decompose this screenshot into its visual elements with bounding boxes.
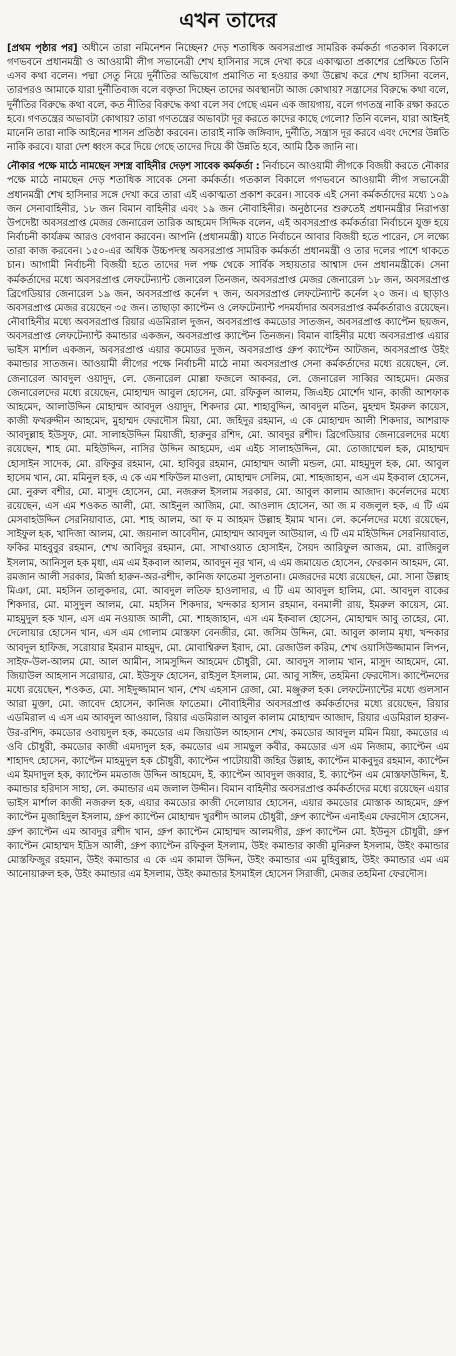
continuation-lead: [প্রথম পৃষ্ঠার পর] (7, 43, 78, 54)
paragraph-1 (7, 42, 449, 155)
article-body (0, 38, 456, 882)
paragraph-2-text: নির্বাচনে আওয়ামী লীগকে বিজয়ী করতে নৌকার পক্ষে মাঠে নামছেন দেড় শতাধিক সাবেক সেনা কর্মকর্তা। গতকাল বিকালে গণভবনে আওয়ামী লীগ সভানেত্রী প্রধানমন্ত্রী শেখ হাসিনার সঙ্গে দেখা করে তারা এই একাত্মতা প্রকাশ করেন। সাবেক এই সেনা কর্মকর্তাদের মধ্যে ১০৯ জন সেনাবাহিনীর, ১৮ জন বিমান বাহিনীর এবং ১৯ জন নৌবাহিনীর। অনুষ্ঠানের শুরুতেই প্রধানমন্ত্রীর নিরাপত্তা উপদেষ্টা অবসরপ্রাপ্ত মেজর জেনারেল তারিক আহমেদ সিদ্দিক বলেন, এই অবসরপ্রাপ্ত কর্মকর্তারা নির্বাচনে যুক্ত হয়ে নির্বাচনী কার্যক্রম আরও বেগবান করবেন। আপনি (প্রধানমন্ত্রী) যাতে নির্বাচনে আবার বিজয়ী হতে পারেন, সে লক্ষ্যে তারা কাজ করবেন। ১৫০-এর অধিক উচ্চপদস্থ অবসরপ্রাপ্ত সামরিক কর্মকর্তা প্রধানমন্ত্রী ও তার দলের পাশে থাকতে চান। আগামী নির্বাচনী বিজয়ী হতে তাদের দল পক্ষ থেকে সার্বিক সহায়তার আশ্বাস দেন প্রধানমন্ত্রীকে। সেনা কর্মকর্তাদের মধ্যে অবসরপ্রাপ্ত লেফটেন্যান্ট জেনারেল তিনজন, অবসরপ্রাপ্ত মেজর জেনারেল ১৮ জন, অবসরপ্রাপ্ত ব্রিগেডিয়ার জেনারেল ১৯ জন, অবসরপ্রাপ্ত কর্নেল ৭ জন, অবসরপ্রাপ্ত লেফটেন্যান্ট কর্নেল ২০ জন। এ ছাড়াও অবসরপ্রাপ্ত মেজর রয়েছেন ৩৫ জন। তাছাড়া ক্যাপ্টেন ও লেফটেন্যান্ট পদমর্যাদার অবসরপ্রাপ্ত কর্মকর্তারাও রয়েছেন। নৌবাহিনীর মধ্যে অবসরপ্রাপ্ত রিয়ার এডমিরাল দুজন, অবসরপ্রাপ্ত কমডোর সাতজন, অবসরপ্রাপ্ত ক্যাপ্টেন ছয়জন, অবসরপ্রাপ্ত লেফটেন্যান্ট কমান্ডার একজন, অবসরপ্রাপ্ত ক্যাপ্টেন তিনজন। বিমান বাহিনীর মধ্যে অবসরপ্রাপ্ত এয়ার ভাইস মার্শাল একজন, অবসরপ্রাপ্ত এয়ার কমোডর দুজন, অবসরপ্রাপ্ত গ্রুপ ক্যাপ্টেন আটজন, অবসরপ্রাপ্ত উইং কমান্ডার সাতজন। আওয়ামী লীগের পক্ষে নির্বাচনী মাঠে নামা অবসরপ্রাপ্ত সেনা কর্মকর্তাদের মধ্যে রয়েছেন, লে. জেনারেল আবদুল ওয়াদুদ, লে. জেনারেল মোল্লা ফজলে আকবর, লে. জেনারেল সাব্বির আহমেদ। মেজর জেনারেলদের মধ্যে রয়েছেন, মোহাম্মদ আবুল হোসেন, মো. রফিকুল আলম, জিএইচ মোর্শেদ খান, কাজী আশফাক আহমেদ, আলাউদ্দিন মোহাম্মদ আবদুল ওয়াদুদ, শিকদার মো. শাহাবুদ্দিন, আবদুল মতিন, মুহম্মদ ইমরুল কায়েস, কাজী ফখরুদ্দীন আহমেদ, মুহাম্মদ ফেরদৌস মিয়া, মো. জহিদুর রহমান, এ কে মোহাম্মদ আলী শিকদার, আশরাফ আবদুল্লাহ ইউসুফ, মো. সালাহউদ্দিন মিয়াজী, হারুনুর রশিদ, মো. আবদুর রশীদ। ব্রিগেডিয়ার জেনারেলদের মধ্যে রয়েছেন, শাহ মো. মহিউদ্দিন, নাসির উদ্দিন আহমেদ, এম এইচ সালাহউদ্দিন, মো. তোজাম্মেল হক, মোহাম্মদ হোসাইন সাদেক, মো. রফিকুর রহমান, মো. হাবিবুর রহমান, মোহাম্মদ আলী মন্ডল, মো. মাহমুদুল হক, মো. আবুল হাসেম খান, মো. মমিনুল হক, এ কে এম শফিউল মাওলা, মোহাম্মদ সেলিম, মো. শাহজাহান, এস এম ইকবাল হোসেন, মো. নুরুল বশীর, মো. মাসুদ হোসেন, মো. নজরুল ইসলাম সরকার, মো. আবুল কালাম আজাদ। কর্নেলদের মধ্যে রয়েছেন, এস এম শওকত আলী, মো. আইনুল আজিম, মো. আওলাদ হোসেন, আ জ ম বজলুল হক, এ টি এম মেসবাহউদ্দিন সেরনিয়াবাত, মো. শাহ আলম, আ ফ ম আহমদ উল্লাহ ইমাম খান। লে. কর্নেলদের মধ্যে রয়েছেন, সাইফুল হক, খাদিজা আলম, মো. জয়নাল আবেদীন, মোহাম্মদ আবদুল আউয়াল, এ টি এম মহিউদ্দিন সেরনিয়াবাত, ফকির মাহবুবুর রহমান, শেখ আবিদুর রহমান, মো. সাখাওয়াত হোসাইন, সৈয়দ আরিফুল আজম, মো. রাজিবুল ইসলাম, আনিসুল হক মৃধা, এম এম ইকবাল আলম, আবদুন নূর খান, এ এম জমায়েত হোসেন, ফেরকান আহমদ, মো. রমজান আলী সরকার, মির্জা হারুন-অর-রশীদ, কানিজ ফাতেমা সুলতানা। মেজরদের মধ্যে রয়েছেন, মো. সানা উল্লাহ মিঞা, মো. মহসিন তালুকদার, মো. আবদুল লতিফ হাওলাদার, এ টি এম আবদুল হালিম, মো. আবদুল বাকের শিকদার, মো. মাসুদুল আলম, মো. মহসিন শিকদার, খন্দকার হাসান রহমান, বনমালী রায়, ইমরুল কায়েস, মো. মাহমুদুল হক খান, এস এম নওয়াজ আলী, মো. শাহজাহান, এস এম ইকবাল হোসেন, মোহাম্মদ আবু তাহের, মো. দেলোয়ার হোসেন খান, এস এম গোলাম মোস্তফা বেনজীর, মো. জসিম উদ্দিন, মো. আবুল কালাম মৃধা, খন্দকার আবদুল হাফিজ, সরোয়ার ইমরান মাহমুদ, মো. মোবাশ্বিরুল ইবাদ, মো. রেজাউল করিম, শেখ ওয়াসিউজ্জামান লিপন, সাইফ-উল-আলম মো. আল আমীন, সামসুদ্দিন আহমেদ চৌধুরী, মো. আবদুস সালাম খান, মাসুদ আহমেদ, মো. জিয়াউল আহসান সরোয়ার, মো. ইউসুফ হোসেন, রাইসুল ইসলাম, মো. আবু সাঈদ, তহমিনা ফেরদৌস। ক্যাপ্টেনদের মধ্যে রয়েছেন, শওকত, মো. সাইদুজ্জামান খান, শেখ এহসান রেজা, মো. মঞ্জুরুল হক। লেফটেন্যান্টের মধ্যে গুলসান আরা মুক্তা, মো. জাবেদ হোসেন, কানিজ ফাতেমা। নৌবাহিনীর অবসরপ্রাপ্ত কর্মকর্তাদের মধ্যে রয়েছেন, রিয়ার এডমিরাল এ এস এম আবদুল আওয়াল, রিয়ার এডমিরাল আবুল কালাম মোহাম্মদ আজাদ, রিয়ার এডমিরাল হারুন-উর-রশিদ, কমডোর ওবায়দুল হক, কমডোর এম জিয়াউল আহসান শেখ, কমডোর আবদুল মমিন মিয়া, কমডোর এ ওবি চৌধুরী, কমডোর কাজী এমদাদুল হক, কমডোর এম সামছুল কবীর, কমডোর এস এম নিজাম, ক্যাপ্টেন এম শাহাদৎ হোসেন, ক্যাপ্টেন মাহমুদুল হক চৌধুরী, ক্যাপ্টেন পাটোয়ারী জহির উল্লাহ, ক্যাপ্টেন মাকবুদুর রহমান, ক্যাপ্টেন এম ইমদাদুল হক, ক্যাপ্টেন মমতাজ উদ্দিন আহমেদ, ই. ক্যাপ্টেন আবদুল জব্বার, ই. ক্যাপ্টেন এম মোস্তফাউদ্দিন, ই. কমান্ডার হরিদাস সাহা, লে. কমান্ডার এম জলাল উদ্দীন। বিমান বাহিনীর অবসরপ্রাপ্ত কর্মকর্তাদের মধ্যে রয়েছেন এয়ার ভাইস মার্শাল কাজী নজরুল হক, এয়ার কমডোর কাজী দেলোয়ার হোসেন, এয়ার কমডোর মোস্তাক আহমেদ, গ্রুপ ক্যাপ্টেন মুজাহিদুল ইসলাম, গ্রুপ ক্যাপ্টেন মোহাম্মদ খুরশীদ আলম চৌধুরী, গ্রুপ ক্যাপ্টেন এনাইএম ফেরদৌস হোসেন, গ্রুপ ক্যাপ্টেন এম আবদুর রশীদ খান, গ্রুপ ক্যাপ্টেন মোহাম্মদ আলমগীর, গ্রুপ ক্যাপ্টেন মো. ইউনুস চৌধুরী, গ্রুপ ক্যাপ্টেন মোহাম্মদ ইদ্রিস আলী, গ্রুপ ক্যাপ্টেন রফিকুল ইসলাম, উইং কমান্ডার কাজী মুনিরুল ইসলাম, উইং কমান্ডার মোস্তফিজুর রহমান, উইং কমান্ডার এ কে এম কামাল উদ্দিন, উইং কমান্ডার এম মুহিবুল্লাহ, উইং কমান্ডার এম এম আনোয়ারুল হক, উইং কমান্ডার এম ইসলাম, উইং কমান্ডার ইসমাইল হোসেন সিরাজী, মেজর তহমিনা ফেরদৌস। (7, 161, 450, 881)
paragraph-2 (7, 160, 449, 882)
headline: এখন তাদের (179, 8, 277, 32)
section-subhead: নৌকার পক্ষে মাঠে নামছেন সশস্ত্র বাহিনীর দেড়শ সাবেক কর্মকর্তা : (7, 161, 260, 173)
paragraph-1-text: অধীনে তারা নমিনেশন নিচ্ছেন? দেড় শতাধিক অবসরপ্রাপ্ত সামরিক কর্মকর্তা গতকাল বিকালে গণভবনে প্রধানমন্ত্রী ও আওয়ামী লীগ সভানেত্রী শেখ হাসিনার সঙ্গে দেখা করে একাত্মতা প্রকাশের প্রেক্ষিতে তিনি এসব কথা বলেন। পদ্মা সেতু নিয়ে দুর্নীতির অভিযোগ প্রমাণিত না হওয়ার কথা উল্লেখ করে শেখ হাসিনা বলেন, তারপরও আমাকে যারা দুর্নীতিবাজ বলে বক্তৃতা দিচ্ছেন তাদের অবস্থানটা আজ কোথায়? সন্ত্রাসের বিরুদ্ধে কথা বলে, দুর্নীতির বিরুদ্ধে কথা বলে, কত নীতির বিরুদ্ধে কথা বলে সব গেছে এমন এক জায়গায়, বলে গণতন্ত্র নাকি রক্ষা করতে হবে। গণতন্ত্রের অভাবটা কোথায়? তারা গণতন্ত্রের অভাবটা দূর করতে কাদের কাছে গেলো? তিনি বলেন, যারা আইনই মানেনি তারা নাকি আইনের শাসন প্রতিষ্ঠা করবেন। তারাই নাকি জঙ্গিবাদ, দুর্নীতি, সন্ত্রাস দূর করবে এবং দেশের উন্নতি নাকি করবে। যারা দেশ ধ্বংস করে দিয়ে গেছে তাদের দিয়ে কী উন্নতি হবে, আমি ঠিক জানি না। (7, 43, 449, 154)
